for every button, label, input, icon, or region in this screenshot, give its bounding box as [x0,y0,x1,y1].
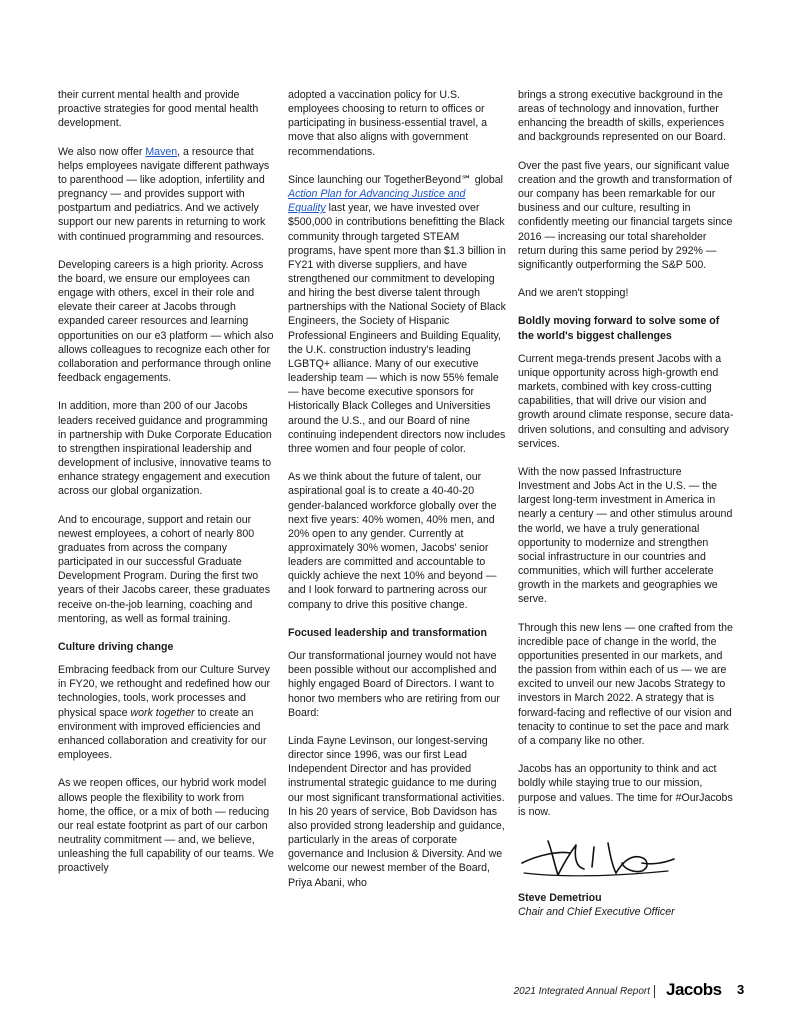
paragraph: In addition, more than 200 of our Jacobs leaders received guidance and programming in partnership with Duke Corporate Education to strengthen inspirational leadership and development of inclusive, innovative teams to enhance strategy engagement and execution across our global organization. [58,400,272,498]
paragraph: As we think about the future of talent, our aspirational goal is to create a 40-40-20 gender-balanced workforce globally over the next five years: 40% women, 40% men, and 20% open to any gender. Currently at approximately 30% women, Jacobs' senior leaders are committed and accountable to quickly achieve the next 10% and beyond — and I look forward to partnering across our company to drive this positive change. [288,471,497,611]
text-span: to create an environment with improved efficiencies and enhanced collaboration and creativity for our employees. [58,706,267,762]
emphasis-text: work together [130,706,195,719]
paragraph: their current mental health and provide proactive strategies for good mental health development. [58,89,259,130]
text-span: Embracing feedback from our Culture Survey in FY20, we rethought and redefined how our technologies, tools, work processes and physical space [58,664,271,719]
text-span: We also now offer [58,145,146,158]
paragraph: Jacobs has an opportunity to think and act boldly while staying true to our mission, purpose and values. The time for #OurJacobs is now. [518,763,733,818]
column-1 [58,88,276,890]
paragraph: With the now passed Infrastructure Investment and Jobs Act in the U.S. — the largest long-term investment in America in nearly a century — and other stimulus around the world, we have a truly generational opportunity to modernize and strengthen social infrastructure in our countries and communities, which will further accelerate growth in the markets and geographies we serve. [518,466,733,606]
maven-link[interactable]: Maven [145,145,178,158]
paragraph: Through this new lens — one crafted from the incredible pace of change in the world, the opportunities presented in our markets, and the passion from within each of us — we are excited to unveil our new Jacobs Strategy to investors in March 2022. A strategy that is forward-facing and reflective of our vision and tenacity to continue to set the pace and mark of a company like no other. [518,621,733,747]
paragraph: Developing careers is a high priority. Across the board, we ensure our employees can engage with others, excel in their role and elevate their career at Jacobs through expanded career resources and learning opportunities on our e3 platform — which also allows colleagues to recognize each other for collaboration and performance through online feedback engagements. [58,258,274,385]
paragraph: And we aren't stopping! [518,287,629,300]
jacobs-logo: Jacobs [666,980,722,999]
signature-image [518,833,680,885]
paragraph: Linda Fayne Levinson, our longest-serving director since 1996, was our first Lead Independent Director and has provided instrumental strategic guidance to me during our most significant transformational activities. In his 20 years of service, Bob Davidson has also provided strong leadership and guidance, particularly in the areas of corporate governance and Inclusion & Diversity. And we welcome our newest member of the Board, Priya Abani, who [288,734,505,889]
column-3 [518,88,736,919]
section-heading: Culture driving change [58,641,174,654]
paragraph: As we reopen offices, our hybrid work model allows people the flexibility to work from home, the office, or a mix of both — reducing our real estate footprint as part of our carbon neutrality commitment — and, we believe, unleashing the full capability of our teams. We proactively [58,777,274,875]
page-footer [0,980,791,1004]
action-plan-link[interactable]: Action Plan for Advancing Justice and Equality [288,188,466,215]
paragraph: Current mega-trends present Jacobs with a unique opportunity across high-growth end markets, combined with key cross-cutting capabilities, that will drive our vision and growth around climate response, secure data-driven solutions, and consulting and advisory services. [518,352,734,450]
section-heading: Boldly moving forward to solve some of the world's biggest challenges [518,315,720,342]
paragraph: brings a strong executive background in the areas of technology and innovation, further enhancing the breadth of skills, experiences and backgrounds represented on our Board. [518,89,726,144]
signature-block [518,833,736,919]
signature-underline [524,871,668,876]
section-heading: Focused leadership and transformation [288,626,487,639]
paragraph [58,663,276,762]
text-span: last year, we have invested over $500,000 in contributions benefitting the Black community through targeted STEAM programs, have spent more than $1.3 billion in FY21 with diverse suppliers, and have strengthened our commitment to developing and hiring the best diverse talent through partnerships with the National Society of Black Engineers, the Society of Hispanic Professional Engineers and Building Equality, the U.K. construction industry's leading LGBTQ+ alliance. Many of our executive leadership team — which is now 55% female — have become executive sponsors for Historically Black Colleges and Universities around the U.S., and our Board of nine continuing independent directors now includes three women and four people of color. [288,202,506,455]
paragraph [58,145,276,244]
text-span: , a resource that helps employees navigate different pathways to parenthood — like adoption, infertility and pregnancy — and provides support with postpartum and pediatrics. And we actively support our new parents in returning to work with continued programming and resources. [58,145,270,243]
paragraph [288,173,506,456]
column-2 [288,88,506,904]
signatory-title: Chair and Chief Executive Officer [518,906,675,919]
paragraph: Our transformational journey would not have been possible without our accomplished and highly engaged Board of Directors. I want to honor two members who are retiring from our Board: [288,650,500,719]
report-title: 2021 Integrated Annual Report [513,986,650,997]
paragraph: Over the past five years, our significant value creation and the growth and transformation of our company has been remarkable for our business and our culture, resulting in confidently meeting our financial targets since 2016 — increasing our total shareholder return during this same period by 292% — significantly outperforming the S&P 500. [518,159,733,271]
page-number: 3 [737,982,745,997]
text-span: Since launching our TogetherBeyond℠ global [288,173,503,186]
footer-divider [654,985,655,998]
signatory-name: Steve Demetriou [518,892,602,905]
paragraph: And to encourage, support and retain our newest employees, a cohort of nearly 800 graduates from across the company participated in our successful Graduate Development Program. During the first two years of their Jacobs career, these graduates receive on-the-job learning, coaching and mentoring, as well as formal training. [58,513,270,625]
paragraph: adopted a vaccination policy for U.S. employees choosing to return to offices or participating in business-essential travel, a move that also aligns with government recommendations. [288,89,488,158]
signature-stroke [522,841,674,875]
